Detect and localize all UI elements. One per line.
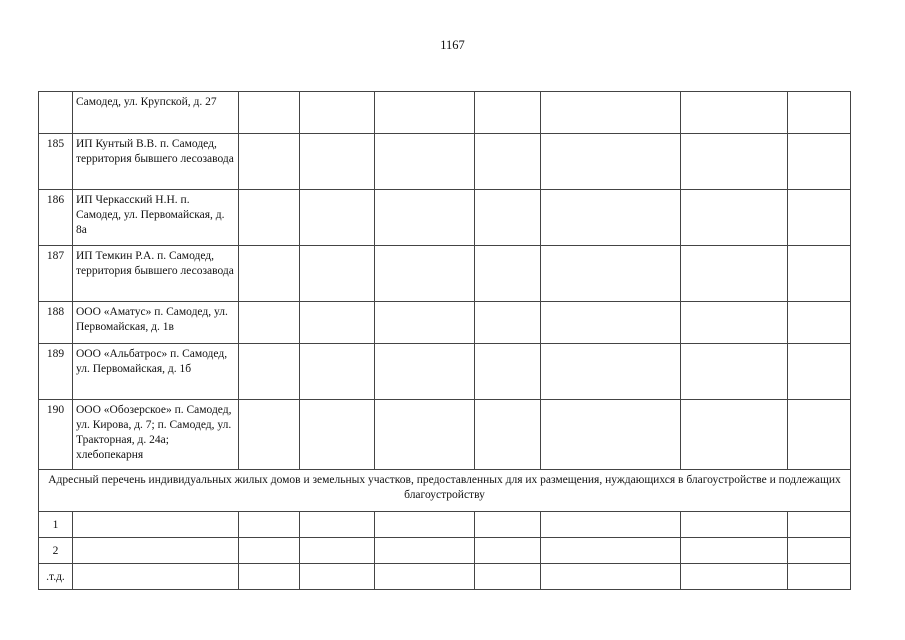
table-cell (788, 134, 851, 190)
row-number: 190 (39, 400, 73, 470)
table-cell (239, 564, 300, 590)
address-table (38, 91, 851, 590)
table-cell (788, 400, 851, 470)
table-cell (681, 564, 788, 590)
table-cell (541, 400, 681, 470)
table-cell (681, 134, 788, 190)
row-address: ООО «Обозерское» п. Самодед, ул. Кирова, д. 7; п. Самодед, ул. Тракторная, д. 24а; хлебопекарня (73, 400, 239, 470)
table-cell (541, 512, 681, 538)
table-cell (300, 564, 375, 590)
table-cell (475, 302, 541, 344)
row-number: 186 (39, 190, 73, 246)
table-cell (541, 134, 681, 190)
table-cell (541, 564, 681, 590)
table-cell (300, 190, 375, 246)
table-cell (541, 538, 681, 564)
table-cell (239, 344, 300, 400)
table-row (39, 134, 851, 190)
row-number: 187 (39, 246, 73, 302)
row-number (39, 92, 73, 134)
table-cell (375, 538, 475, 564)
table-cell (239, 134, 300, 190)
table-cell (239, 190, 300, 246)
table-cell (475, 190, 541, 246)
table-cell (788, 564, 851, 590)
table-row (39, 190, 851, 246)
table-cell (239, 302, 300, 344)
table-cell (475, 92, 541, 134)
table-cell (300, 246, 375, 302)
table-cell (788, 190, 851, 246)
table-cell (239, 512, 300, 538)
table-cell (681, 344, 788, 400)
table-cell (300, 512, 375, 538)
table-cell (541, 246, 681, 302)
table-cell (239, 92, 300, 134)
table-cell (681, 246, 788, 302)
row-address: ООО «Альбатрос» п. Самодед, ул. Первомайская, д. 1б (73, 344, 239, 400)
table-cell (788, 512, 851, 538)
row-number: 188 (39, 302, 73, 344)
table-cell (375, 190, 475, 246)
table-cell (475, 134, 541, 190)
table-cell (788, 538, 851, 564)
table-row (39, 302, 851, 344)
table-row (39, 564, 851, 590)
table-cell (239, 246, 300, 302)
table-row (39, 400, 851, 470)
row-address: Самодед, ул. Крупской, д. 27 (73, 92, 239, 134)
table-cell (541, 190, 681, 246)
table-cell (239, 400, 300, 470)
table-cell (681, 400, 788, 470)
table-cell (300, 302, 375, 344)
table-cell (375, 344, 475, 400)
table-cell (375, 564, 475, 590)
table-row (39, 512, 851, 538)
table-cell (375, 134, 475, 190)
row-address: ИП Кунтый В.В. п. Самодед, территория бывшего лесозавода (73, 134, 239, 190)
table-cell (73, 564, 239, 590)
row-address: ООО «Аматус» п. Самодед, ул. Первомайская, д. 1в (73, 302, 239, 344)
row-number: .т.д. (39, 564, 73, 590)
table-cell (681, 512, 788, 538)
table-cell (788, 246, 851, 302)
table-cell (300, 92, 375, 134)
table-row (39, 246, 851, 302)
section-title: Адресный перечень индивидуальных жилых домов и земельных участков, предоставленных для их размещения, нуждающихся в благоустройстве и подлежащих благоустройству (39, 470, 851, 512)
table-row (39, 538, 851, 564)
table-cell (73, 538, 239, 564)
table-cell (681, 302, 788, 344)
row-number: 185 (39, 134, 73, 190)
table-cell (475, 538, 541, 564)
table-cell (375, 512, 475, 538)
table-cell (375, 302, 475, 344)
table-cell (239, 538, 300, 564)
table-cell (475, 512, 541, 538)
table-cell (300, 344, 375, 400)
row-address: ИП Темкин Р.А. п. Самодед, территория бывшего лесозавода (73, 246, 239, 302)
table-cell (73, 512, 239, 538)
table-cell (788, 344, 851, 400)
table-cell (300, 538, 375, 564)
table-cell (681, 190, 788, 246)
table-cell (541, 344, 681, 400)
table-row (39, 92, 851, 134)
table-cell (788, 92, 851, 134)
row-number: 1 (39, 512, 73, 538)
table-cell (681, 538, 788, 564)
table-row (39, 344, 851, 400)
table-cell (541, 92, 681, 134)
table-cell (681, 92, 788, 134)
table-cell (475, 344, 541, 400)
table-cell (300, 134, 375, 190)
page-number: 1167 (440, 38, 465, 52)
table-cell (541, 302, 681, 344)
table-cell (788, 302, 851, 344)
table-cell (475, 564, 541, 590)
row-number: 2 (39, 538, 73, 564)
table-cell (300, 400, 375, 470)
table-cell (475, 246, 541, 302)
table-cell (375, 92, 475, 134)
row-address: ИП Черкасский Н.Н. п. Самодед, ул. Первомайская, д. 8а (73, 190, 239, 246)
table-cell (375, 246, 475, 302)
row-number: 189 (39, 344, 73, 400)
section-row (39, 470, 851, 512)
table-cell (475, 400, 541, 470)
table-cell (375, 400, 475, 470)
